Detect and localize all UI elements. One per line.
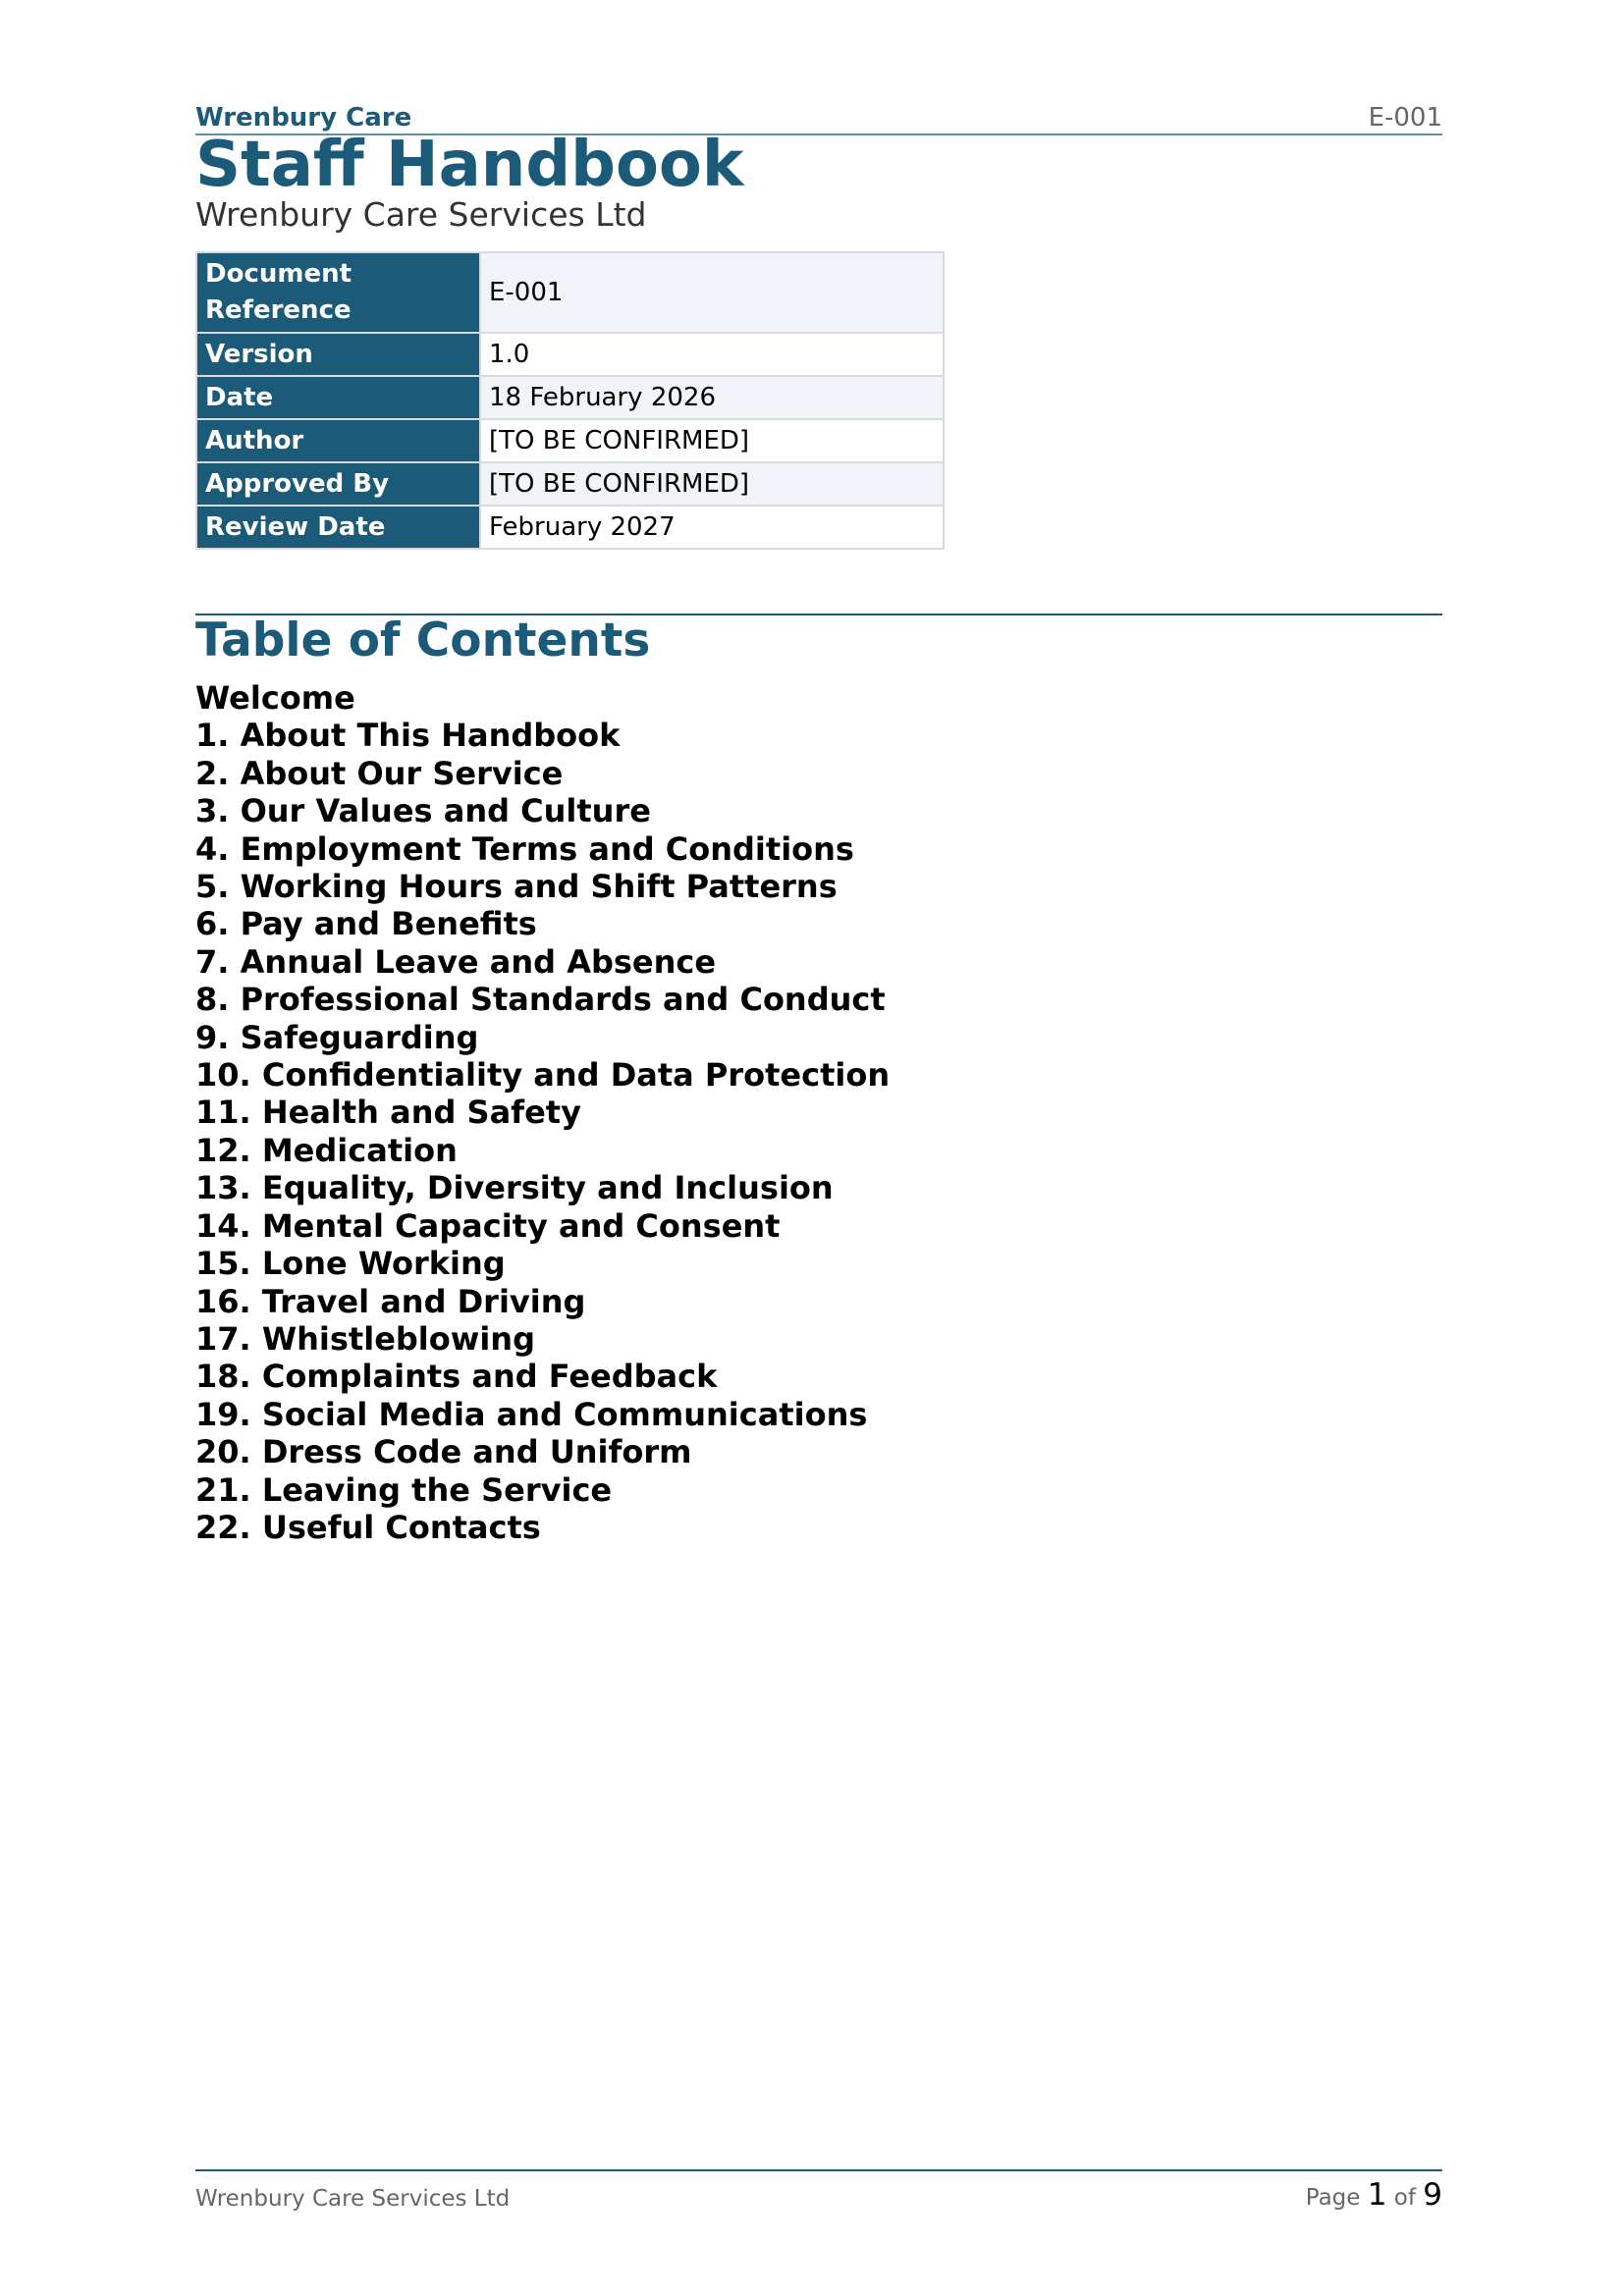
document-metadata-table [195, 251, 945, 550]
toc-item[interactable]: 12. Medication [195, 1131, 458, 1169]
toc-item[interactable]: 19. Social Media and Communications [195, 1395, 868, 1433]
metadata-row [196, 333, 944, 376]
metadata-label: Document Reference [196, 252, 480, 333]
header-organisation: Wrenbury Care [195, 103, 412, 133]
metadata-value: [TO BE CONFIRMED] [480, 419, 944, 462]
toc-item[interactable]: 6. Pay and Benefits [195, 905, 537, 943]
toc-item[interactable]: 16. Travel and Driving [195, 1282, 586, 1320]
toc-item[interactable]: 13. Equality, Diversity and Inclusion [195, 1169, 834, 1207]
toc-item[interactable]: 4. Employment Terms and Conditions [195, 829, 854, 868]
page-word: Page [1305, 2185, 1361, 2211]
metadata-row [196, 462, 944, 506]
metadata-value: E-001 [480, 252, 944, 333]
toc-heading: Table of Contents [195, 614, 651, 667]
toc-item[interactable]: 2. About Our Service [195, 754, 564, 792]
toc-item[interactable]: 22. Useful Contacts [195, 1508, 541, 1546]
document-subtitle: Wrenbury Care Services Ltd [195, 195, 647, 234]
toc-list [195, 679, 890, 1546]
document-title: Staff Handbook [195, 129, 744, 201]
current-page: 1 [1367, 2177, 1387, 2213]
metadata-row [196, 506, 944, 549]
metadata-label: Approved By [196, 462, 480, 506]
metadata-value: 18 February 2026 [480, 376, 944, 419]
metadata-row [196, 252, 944, 333]
metadata-value: [TO BE CONFIRMED] [480, 462, 944, 506]
of-word: of [1393, 2185, 1416, 2211]
toc-item[interactable]: 11. Health and Safety [195, 1094, 581, 1132]
toc-item[interactable]: 1. About This Handbook [195, 717, 621, 755]
metadata-value: 1.0 [480, 333, 944, 376]
toc-item[interactable]: 5. Working Hours and Shift Patterns [195, 868, 838, 906]
toc-item[interactable]: 8. Professional Standards and Conduct [195, 981, 886, 1019]
toc-item[interactable]: 7. Annual Leave and Absence [195, 942, 717, 981]
toc-item[interactable]: Welcome [195, 679, 355, 717]
total-pages: 9 [1423, 2177, 1442, 2213]
toc-item[interactable]: 3. Our Values and Culture [195, 792, 651, 830]
metadata-label: Author [196, 419, 480, 462]
running-footer [195, 2169, 1442, 2211]
toc-item[interactable]: 21. Leaving the Service [195, 1470, 613, 1509]
page-number [1306, 2177, 1442, 2216]
toc-item[interactable]: 20. Dress Code and Uniform [195, 1433, 692, 1471]
metadata-label: Review Date [196, 506, 480, 549]
toc-item[interactable]: 14. Mental Capacity and Consent [195, 1206, 781, 1245]
metadata-label: Date [196, 376, 480, 419]
metadata-label: Version [196, 333, 480, 376]
toc-item[interactable]: 10. Confidentiality and Data Protection [195, 1056, 891, 1095]
toc-item[interactable]: 17. Whistleblowing [195, 1319, 535, 1358]
metadata-row [196, 376, 944, 419]
toc-item[interactable]: 9. Safeguarding [195, 1018, 479, 1056]
header-document-ref: E-001 [1368, 103, 1442, 133]
metadata-row [196, 419, 944, 462]
metadata-value: February 2027 [480, 506, 944, 549]
toc-item[interactable]: 18. Complaints and Feedback [195, 1358, 718, 1396]
toc-item[interactable]: 15. Lone Working [195, 1245, 506, 1283]
footer-company: Wrenbury Care Services Ltd [195, 2186, 511, 2212]
